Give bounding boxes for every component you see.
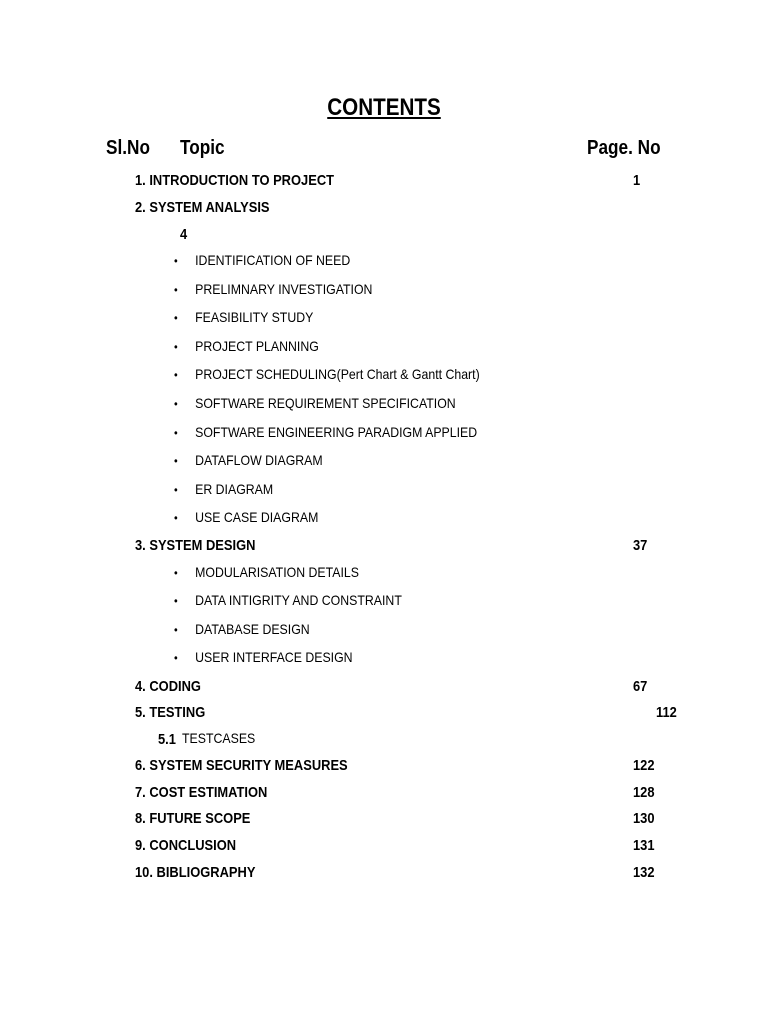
page-introduction: 1 xyxy=(633,172,641,189)
page-system-design: 37 xyxy=(633,537,648,554)
list-item xyxy=(174,592,402,608)
list-item-label: SOFTWARE REQUIREMENT SPECIFICATION xyxy=(195,395,456,411)
section-conclusion: 9. CONCLUSION xyxy=(135,837,237,854)
list-item xyxy=(174,509,318,525)
list-item xyxy=(174,649,353,665)
section-bibliography: 10. BIBLIOGRAPHY xyxy=(135,864,256,881)
list-item-label: DATA INTIGRITY AND CONSTRAINT xyxy=(195,592,402,608)
section-security: 6. SYSTEM SECURITY MEASURES xyxy=(135,757,348,774)
section-future-scope: 8. FUTURE SCOPE xyxy=(135,810,251,827)
list-item xyxy=(174,452,323,468)
bullet-icon: • xyxy=(174,254,178,268)
list-item-label: PRELIMNARY INVESTIGATION xyxy=(195,281,373,297)
bullet-icon: • xyxy=(174,397,178,411)
section-introduction: 1. INTRODUCTION TO PROJECT xyxy=(135,172,335,189)
bullet-icon: • xyxy=(174,483,178,497)
bullet-icon: • xyxy=(174,454,178,468)
list-item xyxy=(174,309,313,325)
list-item-label: USER INTERFACE DESIGN xyxy=(195,649,353,665)
list-item xyxy=(174,338,319,354)
bullet-icon: • xyxy=(174,340,178,354)
list-item xyxy=(174,621,310,637)
list-item xyxy=(174,395,456,411)
page-testing: 112 xyxy=(656,704,677,721)
bullet-icon: • xyxy=(174,511,178,525)
list-item-label: DATABASE DESIGN xyxy=(195,621,310,637)
bullet-icon: • xyxy=(174,426,178,440)
section-cost-estimation: 7. COST ESTIMATION xyxy=(135,784,268,801)
header-slno: Sl.No xyxy=(106,137,150,159)
list-item xyxy=(174,281,372,297)
header-page-no: Page. No xyxy=(587,137,661,159)
list-item xyxy=(174,564,359,580)
bullet-icon: • xyxy=(174,594,178,608)
page-coding: 67 xyxy=(633,678,648,695)
list-item-label: PROJECT PLANNING xyxy=(195,338,319,354)
list-item xyxy=(174,424,477,440)
list-item xyxy=(174,481,273,497)
section-system-analysis: 2. SYSTEM ANALYSIS xyxy=(135,199,270,216)
page-system-analysis: 4 xyxy=(180,226,188,243)
list-item-label: MODULARISATION DETAILS xyxy=(195,564,359,580)
list-item-label: USE CASE DIAGRAM xyxy=(195,509,319,525)
list-item-label: PROJECT SCHEDULING(Pert Chart & Gantt Chart) xyxy=(195,366,480,382)
page-cost-estimation: 128 xyxy=(633,784,655,801)
list-item-label: DATAFLOW DIAGRAM xyxy=(195,452,323,468)
list-item-label: SOFTWARE ENGINEERING PARADIGM APPLIED xyxy=(195,424,478,440)
page-conclusion: 131 xyxy=(633,837,655,854)
bullet-icon: • xyxy=(174,566,178,580)
bullet-icon: • xyxy=(174,623,178,637)
section-coding: 4. CODING xyxy=(135,678,201,695)
section-system-design: 3. SYSTEM DESIGN xyxy=(135,537,256,554)
bullet-icon: • xyxy=(174,651,178,665)
bullet-icon: • xyxy=(174,283,178,297)
list-item-label: FEASIBILITY STUDY xyxy=(195,309,314,325)
page-title: CONTENTS xyxy=(327,94,441,121)
page-bibliography: 132 xyxy=(633,864,655,881)
list-item xyxy=(174,252,350,268)
list-item-label: IDENTIFICATION OF NEED xyxy=(195,252,351,268)
list-item-label: ER DIAGRAM xyxy=(195,481,274,497)
section-testing: 5. TESTING xyxy=(135,704,206,721)
bullet-icon: • xyxy=(174,311,178,325)
subsection-label: TESTCASES xyxy=(182,730,256,746)
subsection-number: 5.1 xyxy=(158,731,176,748)
header-topic: Topic xyxy=(180,137,225,159)
page-future-scope: 130 xyxy=(633,810,655,827)
bullet-icon: • xyxy=(174,368,178,382)
page-security: 122 xyxy=(633,757,655,774)
list-item xyxy=(174,366,480,382)
